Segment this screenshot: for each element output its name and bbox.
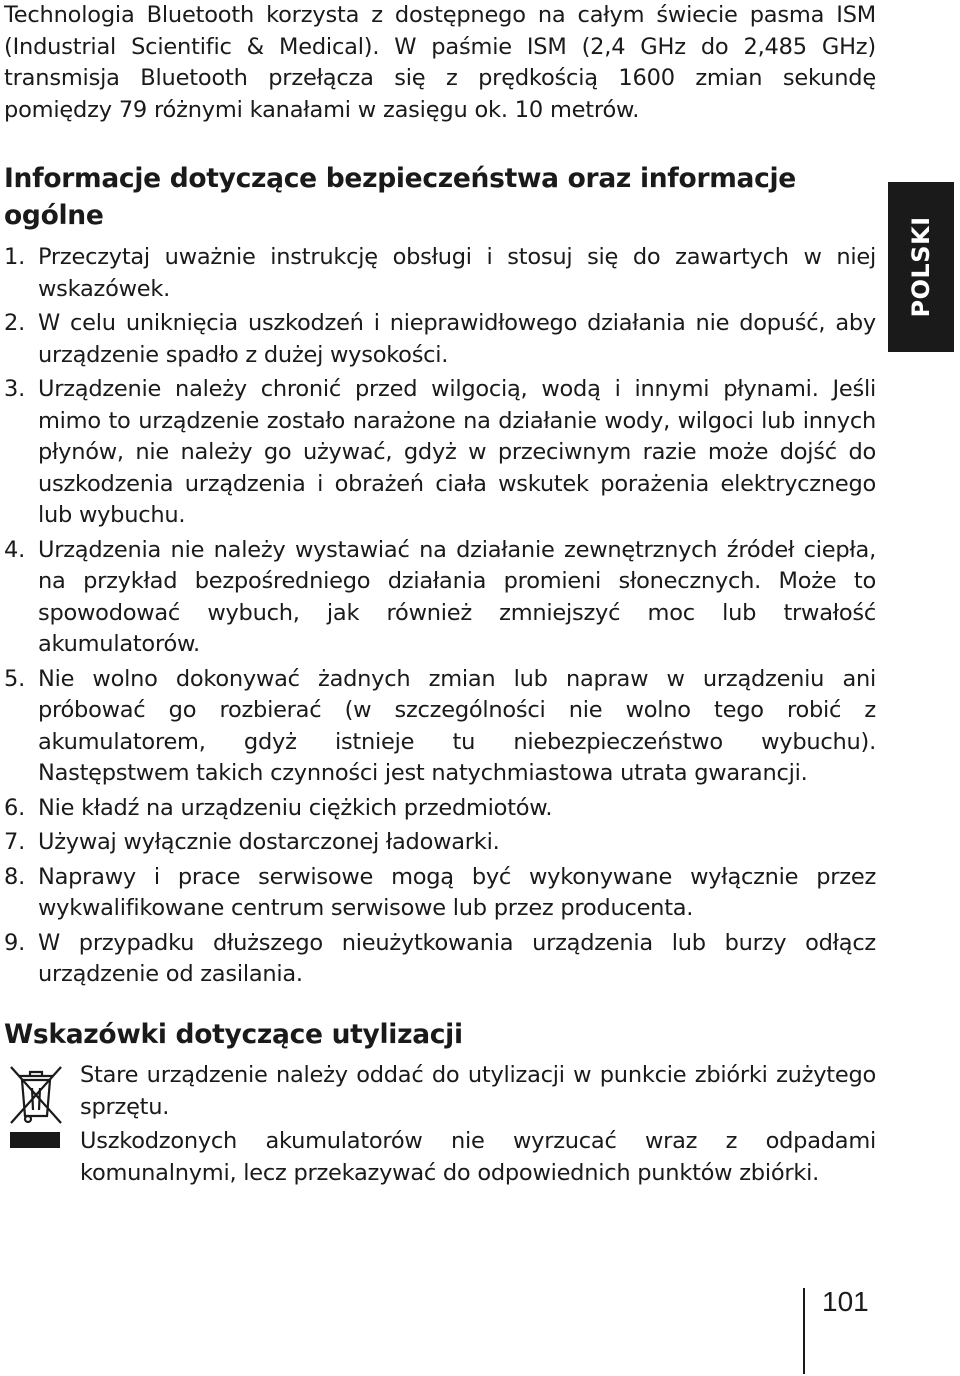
safety-item [4, 793, 876, 825]
safety-item [4, 308, 876, 371]
item-text: Nie kładź na urządzeniu ciężkich przedmiotów. [38, 794, 553, 821]
item-number: 3. [4, 376, 25, 402]
crossed-out-wheelie-bin-icon [8, 1064, 64, 1126]
item-number: 9. [4, 929, 25, 956]
safety-item [4, 862, 876, 925]
item-text: Używaj wyłącznie dostarczonej ładowarki. [38, 829, 500, 855]
disposal-heading: Wskazówki dotyczące utylizacji [4, 1019, 463, 1050]
item-number: 5. [4, 665, 25, 692]
safety-item [4, 827, 876, 859]
page-number: 101 [822, 1286, 869, 1317]
item-text: W przypadku dłuższego nieużytkowania urządzenia lub burzy odłącz urządzenie od zasilania. [38, 929, 876, 987]
intro-paragraph: Technologia Bluetooth korzysta z dostępnego na całym świecie pasma ISM (Industrial Scientific & Medical). W paśmie ISM (2,4 GHz do 2,485 GHz) transmisja Bluetooth przełącza się z prędkością 1600 zmian sekundę pomiędzy 79 różnymi kanałami w zasięgu ok. 10 metrów. [4, 2, 876, 123]
item-text: Przeczytaj uważnie instrukcję obsługi i stosuj się do zawartych w niej wskazówek. [38, 244, 876, 302]
safety-item [4, 242, 876, 305]
language-tab-label: POLSKI [907, 216, 935, 318]
item-number: 6. [4, 794, 25, 821]
page-number-divider [803, 1288, 805, 1374]
safety-item [4, 928, 876, 991]
safety-item [4, 664, 876, 790]
language-tab [888, 182, 954, 352]
item-number: 4. [4, 536, 25, 563]
disposal-text [80, 1060, 876, 1192]
safety-list [4, 242, 876, 994]
safety-item [4, 535, 876, 661]
item-number: 8. [4, 863, 25, 890]
weee-bar [10, 1132, 60, 1148]
safety-item [4, 374, 876, 532]
disposal-paragraph: Uszkodzonych akumulatorów nie wyrzucać wraz z odpadami komunalnymi, lecz przekazywać do odpowiednich punktów zbiórki. [80, 1128, 876, 1186]
item-text: Nie wolno dokonywać żadnych zmian lub napraw w urządzeniu ani próbować go rozbierać (w szczególności nie wolno tego robić z akumulatorem, gdyż istnieje tu niebezpieczeństwo wybuchu). Następstwem takich czynności jest natychmiastowa utrata gwarancji. [38, 665, 876, 786]
disposal-paragraph: Stare urządzenie należy oddać do utylizacji w punkcie zbiórki zużytego sprzętu. [80, 1062, 876, 1120]
item-text: Urządzenia nie należy wystawiać na działanie zewnętrznych źródeł ciepła, na przykład bezpośredniego działania promieni słonecznych. Może to spowodować wybuch, jak również zmniejszyć moc lub trwałość akumulatorów. [38, 536, 876, 657]
item-text: W celu uniknięcia uszkodzeń i nieprawidłowego działania nie dopuść, aby urządzenie spadło z dużej wysokości. [38, 310, 876, 368]
item-number: 1. [4, 244, 25, 270]
item-number: 2. [4, 310, 25, 336]
safety-heading: Informacje dotyczące bezpieczeństwa oraz informacje ogólne [4, 163, 796, 231]
item-text: Urządzenie należy chronić przed wilgocią, wodą i innymi płynami. Jeśli mimo to urządzenie zostało narażone na działanie wody, wilgoci lub innych płynów, nie należy go używać, gdyż w przeciwnym razie może dojść do uszkodzenia urządzenia i obrażeń ciała wskutek porażenia elektrycznego lub wybuchu. [38, 376, 876, 528]
item-text: Naprawy i prace serwisowe mogą być wykonywane wyłącznie przez wykwalifikowane centrum serwisowe lub przez producenta. [38, 863, 876, 921]
item-number: 7. [4, 829, 25, 855]
